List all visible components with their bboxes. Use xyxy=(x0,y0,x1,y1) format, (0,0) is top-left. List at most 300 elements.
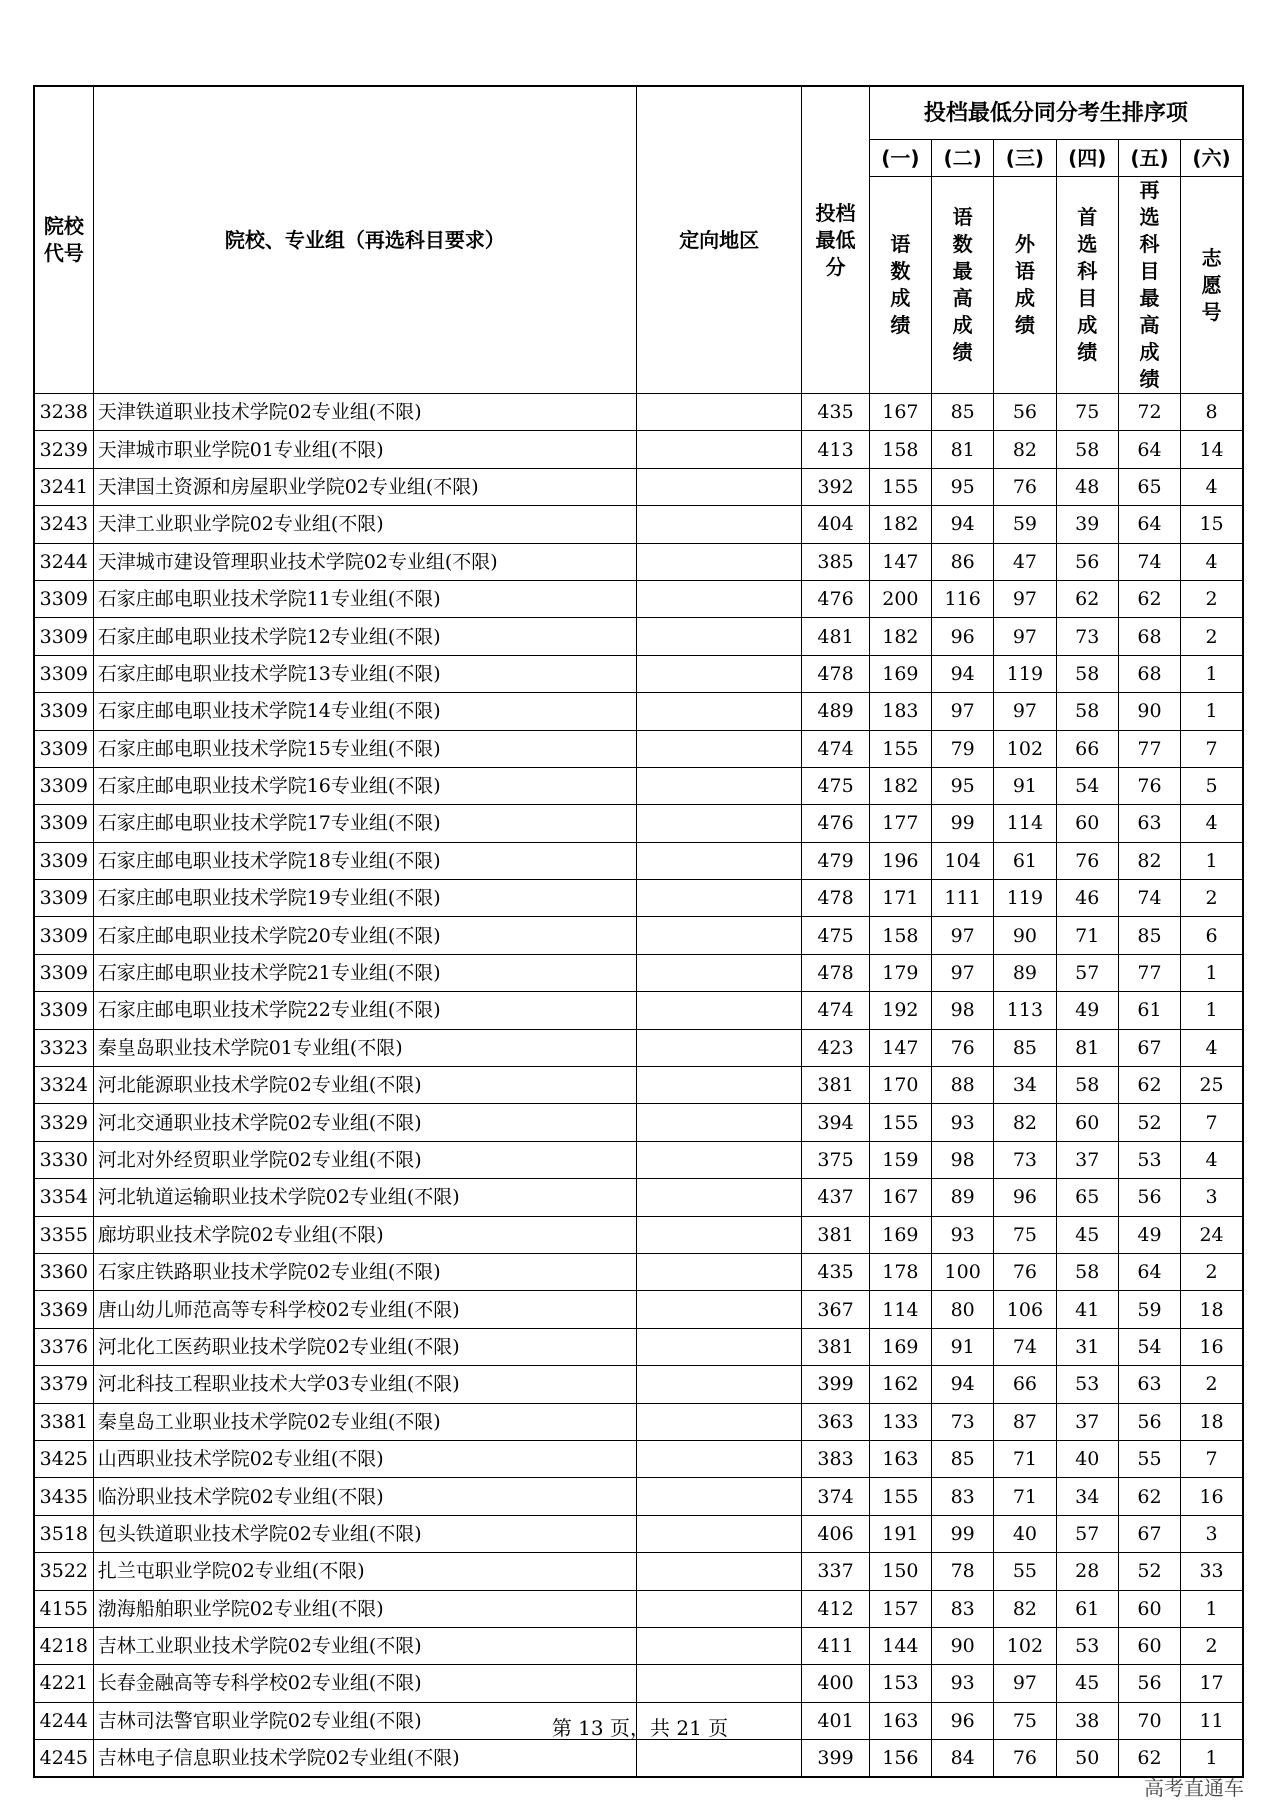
cell-choice-number: 2 xyxy=(1181,580,1243,617)
cell-school-code: 3241 xyxy=(34,468,93,505)
cell-choice-number: 1 xyxy=(1181,954,1243,991)
cell-choice-number: 15 xyxy=(1181,506,1243,543)
cell-min-score: 385 xyxy=(802,543,869,580)
admission-score-table xyxy=(33,85,1244,1778)
cell-second-subject-max: 61 xyxy=(1118,992,1180,1029)
cell-school-code: 3309 xyxy=(34,580,93,617)
table-row xyxy=(34,1216,1243,1253)
cell-chinese-math: 179 xyxy=(869,954,931,991)
cell-region xyxy=(636,730,801,767)
cell-chinese-math: 159 xyxy=(869,1141,931,1178)
cell-min-score: 423 xyxy=(802,1029,869,1066)
cell-chinese-math: 177 xyxy=(869,805,931,842)
cell-chinese-math: 153 xyxy=(869,1665,931,1702)
cell-school-code: 3244 xyxy=(34,543,93,580)
cell-choice-number: 17 xyxy=(1181,1665,1243,1702)
cell-school-group: 河北化工医药职业技术学院02专业组(不限) xyxy=(93,1328,636,1365)
header-min-score: 投档最低分 xyxy=(802,86,869,394)
cell-choice-number: 2 xyxy=(1181,618,1243,655)
cell-chinese-math: 167 xyxy=(869,1179,931,1216)
cell-foreign-language: 75 xyxy=(994,1702,1056,1739)
cell-choice-number: 18 xyxy=(1181,1403,1243,1440)
cell-region xyxy=(636,1515,801,1552)
cell-first-subject: 54 xyxy=(1056,767,1118,804)
cell-chinese-math: 155 xyxy=(869,1478,931,1515)
cell-chinese-math: 147 xyxy=(869,543,931,580)
cell-foreign-language: 82 xyxy=(994,1590,1056,1627)
cell-first-subject: 75 xyxy=(1056,394,1118,431)
header-order-3: (三) xyxy=(994,140,1056,177)
cell-school-code: 3309 xyxy=(34,992,93,1029)
cell-foreign-language: 85 xyxy=(994,1029,1056,1066)
cell-choice-number: 2 xyxy=(1181,1366,1243,1403)
cell-chinese-math: 155 xyxy=(869,1104,931,1141)
cell-school-group: 天津国土资源和房屋职业学院02专业组(不限) xyxy=(93,468,636,505)
cell-choice-number: 18 xyxy=(1181,1291,1243,1328)
cell-school-code: 3239 xyxy=(34,431,93,468)
cell-min-score: 476 xyxy=(802,805,869,842)
cell-chinese-math: 170 xyxy=(869,1067,931,1104)
cell-second-subject-max: 65 xyxy=(1118,468,1180,505)
header-sub-choice-number: 志愿号 xyxy=(1181,177,1243,394)
cell-first-subject: 45 xyxy=(1056,1665,1118,1702)
cell-chinese-math-max: 93 xyxy=(932,1665,994,1702)
cell-choice-number: 8 xyxy=(1181,394,1243,431)
cell-school-code: 3243 xyxy=(34,506,93,543)
cell-second-subject-max: 52 xyxy=(1118,1553,1180,1590)
cell-min-score: 489 xyxy=(802,693,869,730)
cell-chinese-math-max: 80 xyxy=(932,1291,994,1328)
cell-region xyxy=(636,1216,801,1253)
cell-first-subject: 56 xyxy=(1056,543,1118,580)
cell-second-subject-max: 52 xyxy=(1118,1104,1180,1141)
cell-chinese-math-max: 97 xyxy=(932,954,994,991)
table-body xyxy=(34,394,1243,1778)
table-row xyxy=(34,1478,1243,1515)
cell-second-subject-max: 60 xyxy=(1118,1590,1180,1627)
cell-school-code: 3369 xyxy=(34,1291,93,1328)
cell-region xyxy=(636,1366,801,1403)
cell-foreign-language: 75 xyxy=(994,1216,1056,1253)
header-region: 定向地区 xyxy=(636,86,801,394)
cell-foreign-language: 82 xyxy=(994,431,1056,468)
cell-choice-number: 2 xyxy=(1181,1253,1243,1290)
cell-second-subject-max: 70 xyxy=(1118,1702,1180,1739)
table-row xyxy=(34,693,1243,730)
cell-chinese-math-max: 99 xyxy=(932,805,994,842)
cell-school-group: 河北轨道运输职业技术学院02专业组(不限) xyxy=(93,1179,636,1216)
table-row xyxy=(34,842,1243,879)
cell-min-score: 435 xyxy=(802,394,869,431)
cell-min-score: 337 xyxy=(802,1553,869,1590)
cell-first-subject: 58 xyxy=(1056,655,1118,692)
cell-min-score: 479 xyxy=(802,842,869,879)
cell-region xyxy=(636,1291,801,1328)
cell-school-group: 石家庄邮电职业技术学院13专业组(不限) xyxy=(93,655,636,692)
cell-first-subject: 37 xyxy=(1056,1403,1118,1440)
cell-school-group: 秦皇岛职业技术学院01专业组(不限) xyxy=(93,1029,636,1066)
cell-school-group: 天津铁道职业技术学院02专业组(不限) xyxy=(93,394,636,431)
cell-min-score: 411 xyxy=(802,1627,869,1664)
header-order-5: (五) xyxy=(1118,140,1180,177)
cell-min-score: 375 xyxy=(802,1141,869,1178)
cell-chinese-math-max: 86 xyxy=(932,543,994,580)
cell-school-code: 3376 xyxy=(34,1328,93,1365)
cell-foreign-language: 74 xyxy=(994,1328,1056,1365)
cell-school-code: 3381 xyxy=(34,1403,93,1440)
cell-school-group: 河北科技工程职业技术大学03专业组(不限) xyxy=(93,1366,636,1403)
cell-school-group: 长春金融高等专科学校02专业组(不限) xyxy=(93,1665,636,1702)
cell-school-group: 石家庄邮电职业技术学院20专业组(不限) xyxy=(93,917,636,954)
table-row xyxy=(34,1665,1243,1702)
cell-min-score: 392 xyxy=(802,468,869,505)
cell-school-group: 秦皇岛工业职业技术学院02专业组(不限) xyxy=(93,1403,636,1440)
cell-chinese-math: 192 xyxy=(869,992,931,1029)
cell-second-subject-max: 68 xyxy=(1118,618,1180,655)
cell-first-subject: 62 xyxy=(1056,580,1118,617)
cell-second-subject-max: 72 xyxy=(1118,394,1180,431)
cell-school-group: 石家庄邮电职业技术学院12专业组(不限) xyxy=(93,618,636,655)
cell-second-subject-max: 64 xyxy=(1118,431,1180,468)
cell-first-subject: 45 xyxy=(1056,1216,1118,1253)
cell-first-subject: 28 xyxy=(1056,1553,1118,1590)
table-row xyxy=(34,1141,1243,1178)
page-footer: 第 13 页，共 21 页 xyxy=(551,1716,729,1740)
cell-region xyxy=(636,917,801,954)
cell-chinese-math-max: 78 xyxy=(932,1553,994,1590)
cell-region xyxy=(636,1029,801,1066)
cell-foreign-language: 56 xyxy=(994,394,1056,431)
table-row xyxy=(34,1553,1243,1590)
cell-region xyxy=(636,1740,801,1778)
cell-school-code: 4155 xyxy=(34,1590,93,1627)
cell-min-score: 481 xyxy=(802,618,869,655)
cell-chinese-math: 196 xyxy=(869,842,931,879)
cell-school-group: 石家庄邮电职业技术学院18专业组(不限) xyxy=(93,842,636,879)
cell-second-subject-max: 77 xyxy=(1118,730,1180,767)
table-row xyxy=(34,1590,1243,1627)
cell-chinese-math-max: 88 xyxy=(932,1067,994,1104)
cell-foreign-language: 76 xyxy=(994,468,1056,505)
cell-foreign-language: 87 xyxy=(994,1403,1056,1440)
cell-foreign-language: 76 xyxy=(994,1740,1056,1778)
cell-chinese-math-max: 99 xyxy=(932,1515,994,1552)
cell-foreign-language: 90 xyxy=(994,917,1056,954)
cell-chinese-math-max: 95 xyxy=(932,767,994,804)
cell-first-subject: 41 xyxy=(1056,1291,1118,1328)
cell-choice-number: 24 xyxy=(1181,1216,1243,1253)
cell-choice-number: 1 xyxy=(1181,1590,1243,1627)
watermark: 高考直通车 xyxy=(1144,1776,1244,1800)
cell-chinese-math: 156 xyxy=(869,1740,931,1778)
cell-region xyxy=(636,543,801,580)
cell-first-subject: 58 xyxy=(1056,1253,1118,1290)
cell-chinese-math-max: 93 xyxy=(932,1104,994,1141)
cell-region xyxy=(636,618,801,655)
cell-chinese-math-max: 96 xyxy=(932,618,994,655)
table-row xyxy=(34,543,1243,580)
cell-chinese-math: 155 xyxy=(869,468,931,505)
cell-choice-number: 3 xyxy=(1181,1179,1243,1216)
cell-region xyxy=(636,1478,801,1515)
cell-school-code: 3522 xyxy=(34,1553,93,1590)
cell-choice-number: 33 xyxy=(1181,1553,1243,1590)
cell-chinese-math-max: 85 xyxy=(932,1440,994,1477)
cell-first-subject: 76 xyxy=(1056,842,1118,879)
cell-school-group: 吉林工业职业技术学院02专业组(不限) xyxy=(93,1627,636,1664)
cell-school-code: 3309 xyxy=(34,954,93,991)
cell-school-code: 3379 xyxy=(34,1366,93,1403)
cell-chinese-math: 169 xyxy=(869,1216,931,1253)
cell-foreign-language: 55 xyxy=(994,1553,1056,1590)
cell-chinese-math: 158 xyxy=(869,431,931,468)
cell-chinese-math: 182 xyxy=(869,618,931,655)
cell-school-group: 石家庄邮电职业技术学院21专业组(不限) xyxy=(93,954,636,991)
cell-second-subject-max: 74 xyxy=(1118,543,1180,580)
cell-school-code: 3518 xyxy=(34,1515,93,1552)
cell-min-score: 400 xyxy=(802,1665,869,1702)
cell-choice-number: 4 xyxy=(1181,1141,1243,1178)
table-row xyxy=(34,655,1243,692)
cell-chinese-math-max: 94 xyxy=(932,1366,994,1403)
cell-choice-number: 7 xyxy=(1181,730,1243,767)
cell-region xyxy=(636,506,801,543)
cell-foreign-language: 97 xyxy=(994,618,1056,655)
cell-first-subject: 50 xyxy=(1056,1740,1118,1778)
table-row xyxy=(34,618,1243,655)
cell-school-group: 石家庄邮电职业技术学院11专业组(不限) xyxy=(93,580,636,617)
cell-region xyxy=(636,655,801,692)
cell-choice-number: 2 xyxy=(1181,1627,1243,1664)
table-header xyxy=(34,86,1243,394)
table-row xyxy=(34,1179,1243,1216)
cell-foreign-language: 34 xyxy=(994,1067,1056,1104)
cell-chinese-math-max: 76 xyxy=(932,1029,994,1066)
cell-chinese-math: 167 xyxy=(869,394,931,431)
table-row xyxy=(34,1104,1243,1141)
cell-min-score: 478 xyxy=(802,655,869,692)
cell-region xyxy=(636,431,801,468)
cell-choice-number: 25 xyxy=(1181,1067,1243,1104)
table-row xyxy=(34,431,1243,468)
cell-choice-number: 1 xyxy=(1181,655,1243,692)
cell-second-subject-max: 53 xyxy=(1118,1141,1180,1178)
cell-foreign-language: 47 xyxy=(994,543,1056,580)
cell-min-score: 404 xyxy=(802,506,869,543)
table-row xyxy=(34,880,1243,917)
cell-chinese-math: 178 xyxy=(869,1253,931,1290)
cell-region xyxy=(636,1067,801,1104)
cell-foreign-language: 73 xyxy=(994,1141,1056,1178)
cell-min-score: 383 xyxy=(802,1440,869,1477)
cell-chinese-math-max: 89 xyxy=(932,1179,994,1216)
table-row xyxy=(34,992,1243,1029)
cell-min-score: 474 xyxy=(802,992,869,1029)
cell-first-subject: 34 xyxy=(1056,1478,1118,1515)
cell-school-group: 唐山幼儿师范高等专科学校02专业组(不限) xyxy=(93,1291,636,1328)
cell-school-code: 3324 xyxy=(34,1067,93,1104)
cell-chinese-math-max: 111 xyxy=(932,880,994,917)
cell-chinese-math-max: 85 xyxy=(932,394,994,431)
cell-first-subject: 46 xyxy=(1056,880,1118,917)
cell-chinese-math-max: 94 xyxy=(932,655,994,692)
cell-second-subject-max: 90 xyxy=(1118,693,1180,730)
cell-school-group: 包头铁道职业技术学院02专业组(不限) xyxy=(93,1515,636,1552)
cell-min-score: 394 xyxy=(802,1104,869,1141)
cell-chinese-math-max: 97 xyxy=(932,917,994,954)
cell-chinese-math-max: 93 xyxy=(932,1216,994,1253)
cell-region xyxy=(636,1403,801,1440)
cell-chinese-math: 163 xyxy=(869,1702,931,1739)
cell-school-code: 3309 xyxy=(34,767,93,804)
cell-chinese-math-max: 83 xyxy=(932,1590,994,1627)
cell-choice-number: 7 xyxy=(1181,1440,1243,1477)
cell-foreign-language: 91 xyxy=(994,767,1056,804)
cell-school-code: 3309 xyxy=(34,655,93,692)
cell-choice-number: 1 xyxy=(1181,842,1243,879)
cell-chinese-math-max: 98 xyxy=(932,1141,994,1178)
cell-first-subject: 40 xyxy=(1056,1440,1118,1477)
cell-second-subject-max: 56 xyxy=(1118,1403,1180,1440)
cell-chinese-math: 171 xyxy=(869,880,931,917)
cell-chinese-math-max: 84 xyxy=(932,1740,994,1778)
cell-chinese-math: 144 xyxy=(869,1627,931,1664)
cell-region xyxy=(636,693,801,730)
table-row xyxy=(34,468,1243,505)
cell-region xyxy=(636,1440,801,1477)
table-row xyxy=(34,1253,1243,1290)
cell-first-subject: 58 xyxy=(1056,431,1118,468)
cell-second-subject-max: 76 xyxy=(1118,767,1180,804)
cell-chinese-math-max: 91 xyxy=(932,1328,994,1365)
cell-first-subject: 73 xyxy=(1056,618,1118,655)
cell-chinese-math: 191 xyxy=(869,1515,931,1552)
cell-school-group: 河北交通职业技术学院02专业组(不限) xyxy=(93,1104,636,1141)
cell-chinese-math-max: 81 xyxy=(932,431,994,468)
cell-second-subject-max: 56 xyxy=(1118,1665,1180,1702)
cell-second-subject-max: 56 xyxy=(1118,1179,1180,1216)
cell-school-group: 吉林电子信息职业技术学院02专业组(不限) xyxy=(93,1740,636,1778)
cell-school-group: 石家庄邮电职业技术学院19专业组(不限) xyxy=(93,880,636,917)
cell-chinese-math: 158 xyxy=(869,917,931,954)
cell-foreign-language: 59 xyxy=(994,506,1056,543)
cell-first-subject: 58 xyxy=(1056,1067,1118,1104)
cell-school-code: 3309 xyxy=(34,805,93,842)
header-school-code: 院校代号 xyxy=(34,86,93,394)
cell-second-subject-max: 64 xyxy=(1118,506,1180,543)
cell-choice-number: 4 xyxy=(1181,805,1243,842)
cell-chinese-math: 182 xyxy=(869,506,931,543)
cell-choice-number: 1 xyxy=(1181,1740,1243,1778)
cell-choice-number: 4 xyxy=(1181,1029,1243,1066)
table-row xyxy=(34,1067,1243,1104)
cell-region xyxy=(636,394,801,431)
cell-foreign-language: 76 xyxy=(994,1253,1056,1290)
cell-choice-number: 4 xyxy=(1181,543,1243,580)
cell-min-score: 401 xyxy=(802,1702,869,1739)
cell-school-group: 廊坊职业技术学院02专业组(不限) xyxy=(93,1216,636,1253)
cell-min-score: 475 xyxy=(802,917,869,954)
cell-choice-number: 1 xyxy=(1181,693,1243,730)
cell-school-code: 3309 xyxy=(34,693,93,730)
cell-school-code: 4218 xyxy=(34,1627,93,1664)
table-row xyxy=(34,1328,1243,1365)
cell-min-score: 363 xyxy=(802,1403,869,1440)
cell-school-code: 3309 xyxy=(34,730,93,767)
table-row xyxy=(34,917,1243,954)
cell-chinese-math: 200 xyxy=(869,580,931,617)
header-sub-first-subject: 首选科目成绩 xyxy=(1056,177,1118,394)
cell-school-code: 4245 xyxy=(34,1740,93,1778)
cell-min-score: 374 xyxy=(802,1478,869,1515)
cell-chinese-math: 163 xyxy=(869,1440,931,1477)
cell-first-subject: 38 xyxy=(1056,1702,1118,1739)
cell-school-code: 3425 xyxy=(34,1440,93,1477)
cell-school-group: 天津城市建设管理职业技术学院02专业组(不限) xyxy=(93,543,636,580)
cell-first-subject: 60 xyxy=(1056,805,1118,842)
cell-foreign-language: 40 xyxy=(994,1515,1056,1552)
cell-second-subject-max: 54 xyxy=(1118,1328,1180,1365)
cell-foreign-language: 102 xyxy=(994,730,1056,767)
cell-chinese-math: 183 xyxy=(869,693,931,730)
header-school-group: 院校、专业组（再选科目要求） xyxy=(93,86,636,394)
cell-foreign-language: 71 xyxy=(994,1478,1056,1515)
cell-chinese-math: 155 xyxy=(869,730,931,767)
cell-foreign-language: 119 xyxy=(994,880,1056,917)
cell-school-group: 天津工业职业学院02专业组(不限) xyxy=(93,506,636,543)
cell-school-code: 3435 xyxy=(34,1478,93,1515)
cell-chinese-math: 114 xyxy=(869,1291,931,1328)
cell-first-subject: 57 xyxy=(1056,1515,1118,1552)
cell-second-subject-max: 77 xyxy=(1118,954,1180,991)
cell-choice-number: 3 xyxy=(1181,1515,1243,1552)
cell-min-score: 475 xyxy=(802,767,869,804)
cell-school-group: 临汾职业技术学院02专业组(不限) xyxy=(93,1478,636,1515)
cell-choice-number: 2 xyxy=(1181,880,1243,917)
cell-foreign-language: 89 xyxy=(994,954,1056,991)
cell-region xyxy=(636,1665,801,1702)
cell-school-code: 3330 xyxy=(34,1141,93,1178)
cell-choice-number: 6 xyxy=(1181,917,1243,954)
table-row xyxy=(34,1291,1243,1328)
cell-choice-number: 5 xyxy=(1181,767,1243,804)
cell-school-group: 石家庄铁路职业技术学院02专业组(不限) xyxy=(93,1253,636,1290)
cell-chinese-math-max: 97 xyxy=(932,693,994,730)
cell-foreign-language: 97 xyxy=(994,580,1056,617)
cell-school-code: 3309 xyxy=(34,842,93,879)
cell-school-code: 3309 xyxy=(34,880,93,917)
cell-region xyxy=(636,1590,801,1627)
cell-choice-number: 14 xyxy=(1181,431,1243,468)
cell-second-subject-max: 63 xyxy=(1118,1366,1180,1403)
cell-choice-number: 16 xyxy=(1181,1328,1243,1365)
cell-school-code: 3309 xyxy=(34,917,93,954)
cell-second-subject-max: 62 xyxy=(1118,1478,1180,1515)
table-row xyxy=(34,1029,1243,1066)
table-row xyxy=(34,730,1243,767)
cell-first-subject: 66 xyxy=(1056,730,1118,767)
table-row xyxy=(34,767,1243,804)
cell-min-score: 381 xyxy=(802,1067,869,1104)
cell-first-subject: 71 xyxy=(1056,917,1118,954)
cell-foreign-language: 97 xyxy=(994,1665,1056,1702)
cell-region xyxy=(636,767,801,804)
header-sub-chinese-math-max: 语数最高成绩 xyxy=(932,177,994,394)
cell-min-score: 474 xyxy=(802,730,869,767)
cell-second-subject-max: 68 xyxy=(1118,655,1180,692)
cell-school-group: 渤海船舶职业学院02专业组(不限) xyxy=(93,1590,636,1627)
cell-foreign-language: 71 xyxy=(994,1440,1056,1477)
